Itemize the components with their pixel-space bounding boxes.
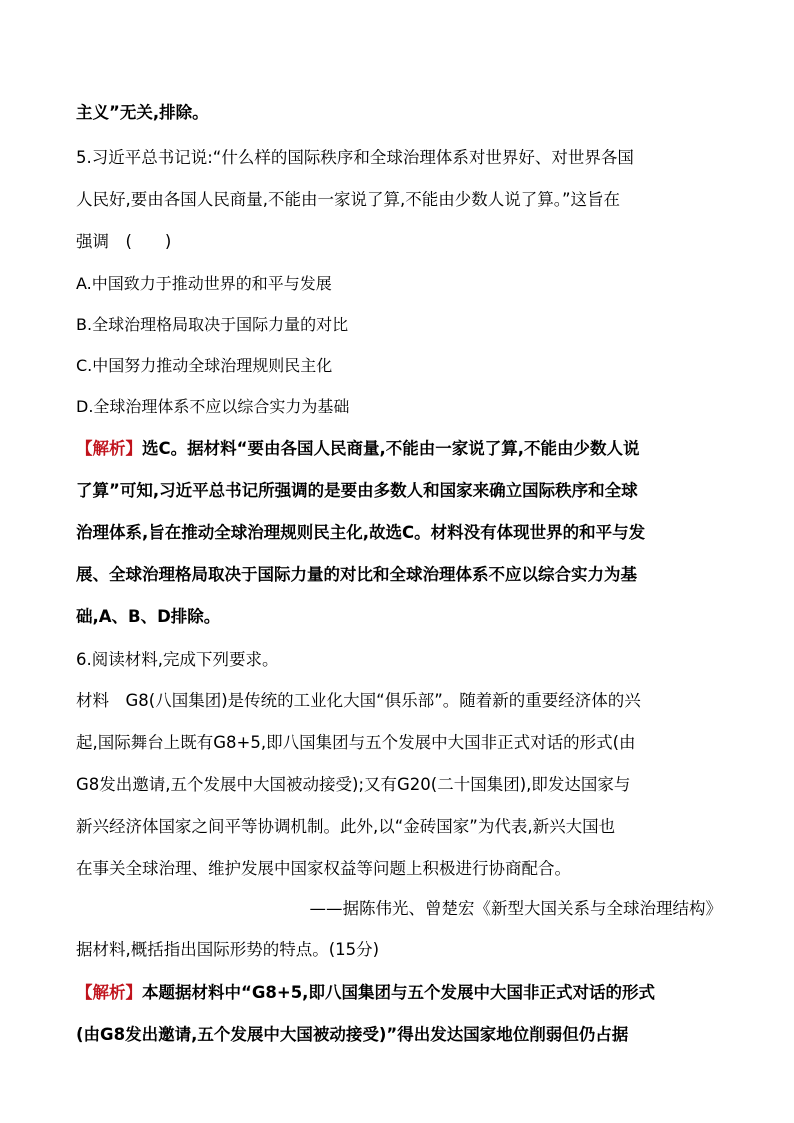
option-text: C.中国努力推动全球治理规则民主化 — [76, 356, 333, 375]
line-text: 展、全球治理格局取决于国际力量的对比和全球治理体系不应以综合实力为基 — [76, 565, 637, 584]
material-line-1 — [76, 683, 722, 719]
material-line-4 — [76, 809, 722, 845]
line-text: 选C。据材料“要由各国人民商量,不能由一家说了算,不能由少数人说 — [142, 439, 640, 458]
line-text: 强调 ( ) — [76, 232, 172, 251]
option-a — [76, 266, 722, 302]
analysis-line-4 — [76, 557, 722, 593]
question-5-stem-line-3 — [76, 224, 722, 260]
line-text: 在事关全球治理、维护发展中国家权益等问题上积极进行协商配合。 — [76, 859, 571, 878]
option-b — [76, 307, 722, 343]
analysis-label: 【解析】 — [76, 983, 142, 1002]
analysis-line-2 — [76, 473, 722, 509]
line-text: 本题据材料中“G8+5,即八国集团与五个发展中大国非正式对话的形式 — [142, 983, 655, 1002]
material-line-2 — [76, 725, 722, 761]
paragraph-line — [76, 95, 722, 131]
line-text: 础,A、B、D排除。 — [76, 607, 221, 626]
line-text: 材料 G8(八国集团)是传统的工业化大国“俱乐部”。随着新的重要经济体的兴 — [76, 691, 641, 710]
line-text: 人民好,要由各国人民商量,不能由一家说了算,不能由少数人说了算。”这旨在 — [76, 190, 621, 209]
line-text: 治理体系,旨在推动全球治理规则民主化,故选C。材料没有体现世界的和平与发 — [76, 523, 646, 542]
line-text: 据材料,概括指出国际形势的特点。(15分) — [76, 940, 380, 959]
question-5-stem-line-2 — [76, 182, 722, 218]
option-text: B.全球治理格局取决于国际力量的对比 — [76, 315, 349, 334]
analysis-line-1 — [76, 431, 722, 467]
analysis-2-line-2 — [76, 1017, 722, 1053]
analysis-label: 【解析】 — [76, 439, 142, 458]
option-text: A.中国致力于推动世界的和平与发展 — [76, 274, 332, 293]
line-text: 5.习近平总书记说:“什么样的国际秩序和全球治理体系对世界好、对世界各国 — [76, 148, 634, 167]
question-6-requirement — [76, 932, 722, 968]
option-c — [76, 348, 722, 384]
option-text: D.全球治理体系不应以综合实力为基础 — [76, 397, 350, 416]
option-d — [76, 389, 722, 425]
question-5-stem-line-1 — [76, 140, 722, 176]
material-line-5 — [76, 851, 722, 887]
analysis-2-line-1 — [76, 975, 722, 1011]
line-text: 6.阅读材料,完成下列要求。 — [76, 650, 279, 669]
material-line-3 — [76, 767, 722, 803]
line-text: 新兴经济体国家之间平等协调机制。此外,以“金砖国家”为代表,新兴大国也 — [76, 817, 616, 836]
line-text: 主义”无关,排除。 — [76, 103, 209, 122]
line-text: (由G8发出邀请,五个发展中大国被动接受)”得出发达国家地位削弱但仍占据 — [76, 1025, 629, 1044]
line-text: G8发出邀请,五个发展中大国被动接受);又有G20(二十国集团),即发达国家与 — [76, 775, 631, 794]
analysis-line-5 — [76, 599, 722, 635]
line-text: 起,国际舞台上既有G8+5,即八国集团与五个发展中大国非正式对话的形式(由 — [76, 733, 636, 752]
material-source — [76, 891, 722, 927]
analysis-line-3 — [76, 515, 722, 551]
question-6-stem — [76, 642, 722, 678]
line-text: 了算”可知,习近平总书记所强调的是要由多数人和国家来确立国际秩序和全球 — [76, 481, 638, 500]
source-text: ——据陈伟光、曾楚宏《新型大国关系与全球治理结构》 — [309, 899, 722, 918]
